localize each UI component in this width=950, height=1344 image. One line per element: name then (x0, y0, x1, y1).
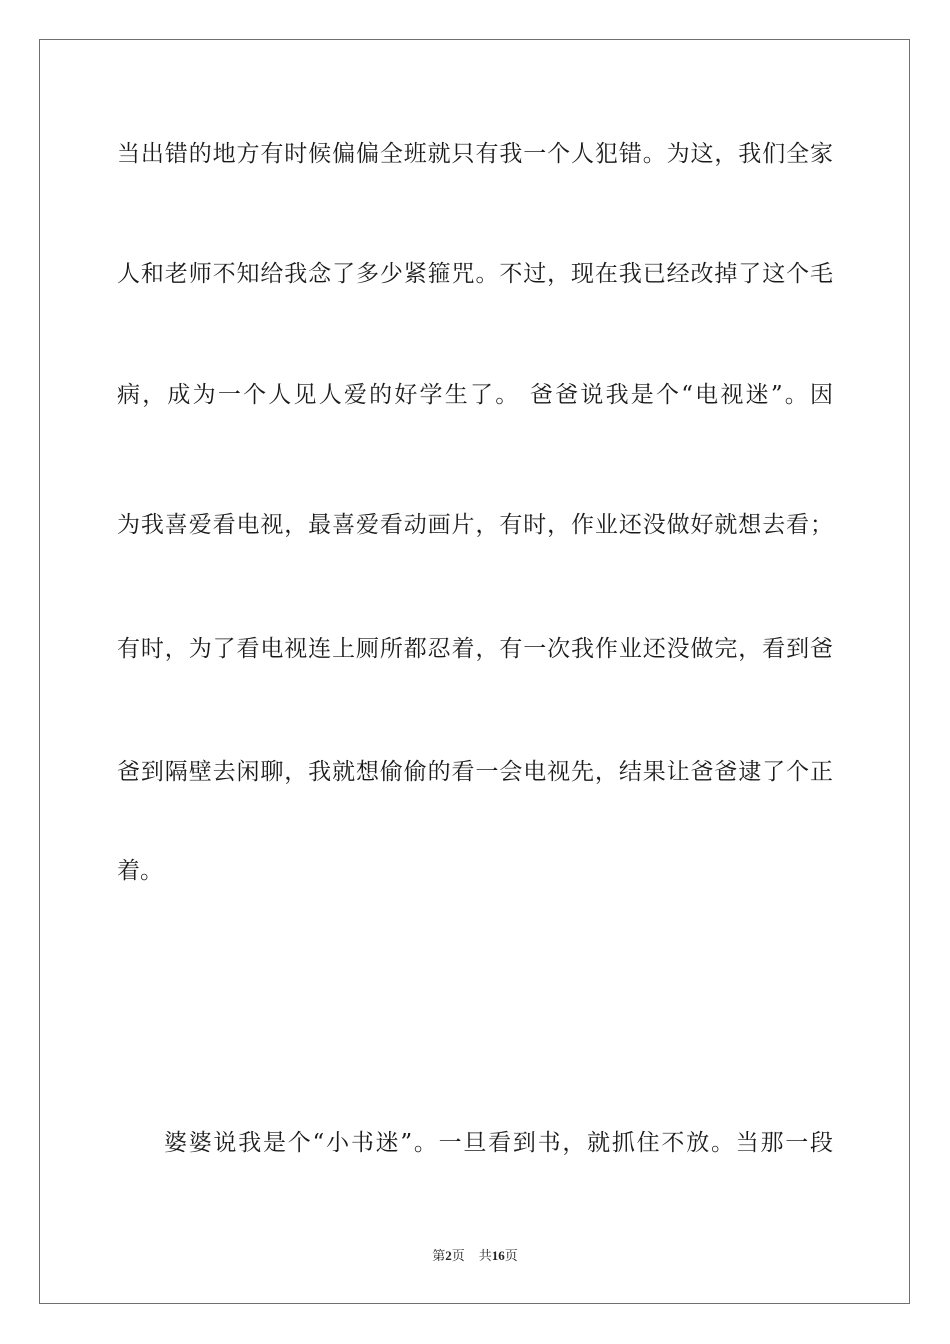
body-text-line: 爸到隔壁去闲聊，我就想偷偷的看一会电视先，结果让爸爸逮了个正 (117, 759, 833, 785)
page-prefix: 第 (432, 1248, 446, 1263)
page-number: 2 (445, 1248, 452, 1263)
paragraph-first-line: 婆婆说我是个“小书迷”。一旦看到书，就抓住不放。当那一段 (164, 1130, 833, 1156)
body-text-line: 着。 (117, 858, 163, 884)
body-text-line: 有时，为了看电视连上厕所都忍着，有一次我作业还没做完，看到爸 (117, 636, 833, 662)
page-footer (0, 1248, 950, 1264)
total-pages: 16 (491, 1248, 505, 1263)
body-text-line: 人和老师不知给我念了多少紧箍咒。不过，现在我已经改掉了这个毛 (117, 261, 833, 287)
body-text-line: 当出错的地方有时候偏偏全班就只有我一个人犯错。为这，我们全家 (117, 141, 833, 167)
total-suffix: 页 (504, 1248, 518, 1263)
body-text-line: 为我喜爱看电视，最喜爱看动画片，有时，作业还没做好就想去看； (117, 512, 833, 538)
page-suffix: 页 (451, 1248, 465, 1263)
page-border (39, 39, 910, 1304)
body-text-line: 病，成为一个人见人爱的好学生了。 爸爸说我是个“电视迷”。因 (117, 382, 833, 408)
total-prefix: 共 (478, 1248, 492, 1263)
